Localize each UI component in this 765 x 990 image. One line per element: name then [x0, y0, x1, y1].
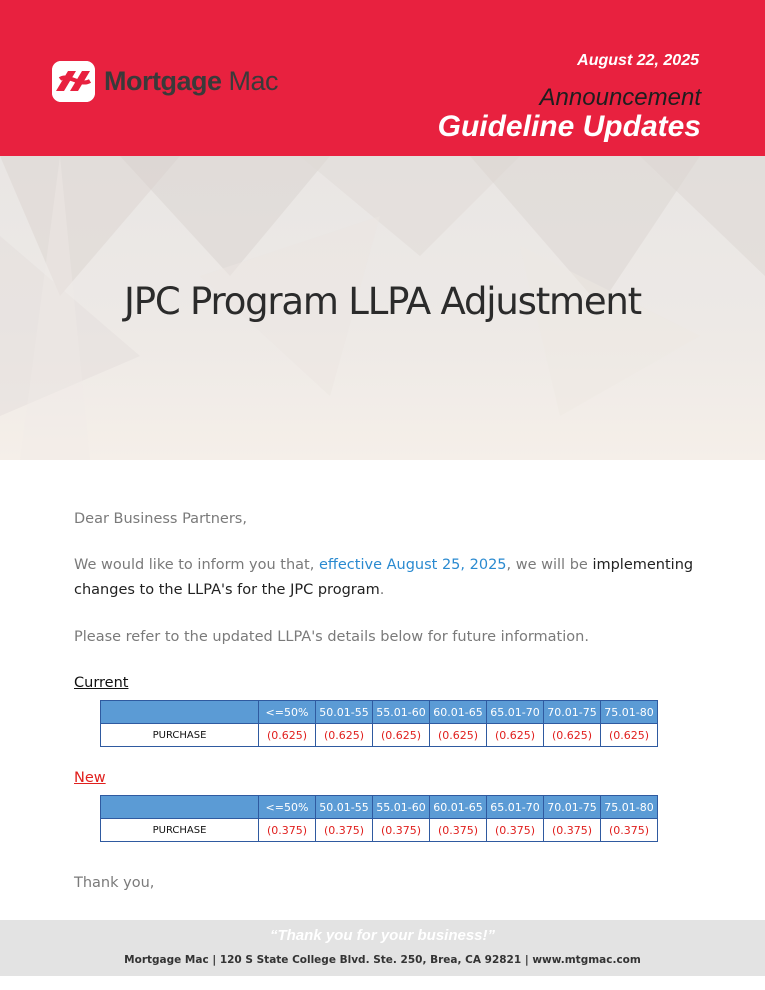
current-llpa-table — [100, 700, 658, 747]
column-header: 70.01-75 — [544, 701, 601, 724]
new-label: New — [74, 770, 106, 786]
header-banner — [0, 0, 765, 156]
column-header: 50.01-55 — [316, 701, 373, 724]
llpa-value: (0.625) — [316, 724, 373, 747]
brand-logo — [52, 61, 278, 102]
letter-closing: Thank you, — [74, 875, 155, 891]
row-label: PURCHASE — [101, 724, 259, 747]
header-blank-cell — [101, 701, 259, 724]
current-label: Current — [74, 675, 129, 691]
llpa-value: (0.625) — [430, 724, 487, 747]
new-llpa-table — [100, 795, 658, 842]
llpa-value: (0.625) — [487, 724, 544, 747]
llpa-value: (0.375) — [259, 819, 316, 842]
table-header-row — [101, 701, 658, 724]
footer-address: Mortgage Mac | 120 S State College Blvd. Ste. 250, Brea, CA 92821 | www.mtgmac.com — [124, 954, 641, 966]
effective-date: effective August 25, 2025 — [318, 557, 507, 573]
letter-paragraph-2: Please refer to the updated LLPA's details below for future information. — [74, 629, 589, 645]
p1-highlight: implementing changes to the LLPA's for the JPC program — [74, 557, 694, 598]
column-header: 75.01-80 — [601, 796, 658, 819]
column-header: 55.01-60 — [373, 701, 430, 724]
header-blank-cell — [101, 796, 259, 819]
column-header: 65.01-70 — [487, 796, 544, 819]
footer — [0, 920, 765, 976]
letter-greeting: Dear Business Partners, — [74, 511, 247, 527]
column-header: <=50% — [259, 701, 316, 724]
column-header: 70.01-75 — [544, 796, 601, 819]
letter-paragraph-1 — [74, 553, 704, 603]
column-header: 65.01-70 — [487, 701, 544, 724]
llpa-value: (0.375) — [430, 819, 487, 842]
row-label: PURCHASE — [101, 819, 259, 842]
llpa-value: (0.375) — [487, 819, 544, 842]
column-header: 60.01-65 — [430, 701, 487, 724]
announcement-date: August 22, 2025 — [577, 52, 699, 69]
column-header: 50.01-55 — [316, 796, 373, 819]
header-title: Guideline Updates — [437, 110, 701, 143]
llpa-value: (0.375) — [316, 819, 373, 842]
llpa-value: (0.625) — [601, 724, 658, 747]
llpa-value: (0.375) — [601, 819, 658, 842]
column-header: 60.01-65 — [430, 796, 487, 819]
column-header: 55.01-60 — [373, 796, 430, 819]
p1-intro: We would like to inform you that, — [74, 557, 319, 573]
hero-banner — [0, 156, 765, 460]
mortgage-mac-logo-icon — [52, 61, 95, 102]
table-row — [101, 819, 658, 842]
column-header: 75.01-80 — [601, 701, 658, 724]
footer-quote: “Thank you for your business!” — [269, 927, 496, 944]
table-header-row — [101, 796, 658, 819]
llpa-value: (0.375) — [544, 819, 601, 842]
brand-name-regular: Mac — [221, 66, 279, 96]
table-row — [101, 724, 658, 747]
hero-title: JPC Program LLPA Adjustment — [124, 280, 641, 323]
brand-name-bold: Mortgage — [104, 66, 222, 96]
column-header: <=50% — [259, 796, 316, 819]
announcement-label: Announcement — [539, 84, 701, 111]
llpa-value: (0.625) — [373, 724, 430, 747]
p1-end: . — [379, 582, 385, 598]
llpa-value: (0.625) — [544, 724, 601, 747]
brand-name — [104, 68, 278, 95]
llpa-value: (0.375) — [373, 819, 430, 842]
p1-mid: , we will be — [506, 557, 593, 573]
llpa-value: (0.625) — [259, 724, 316, 747]
